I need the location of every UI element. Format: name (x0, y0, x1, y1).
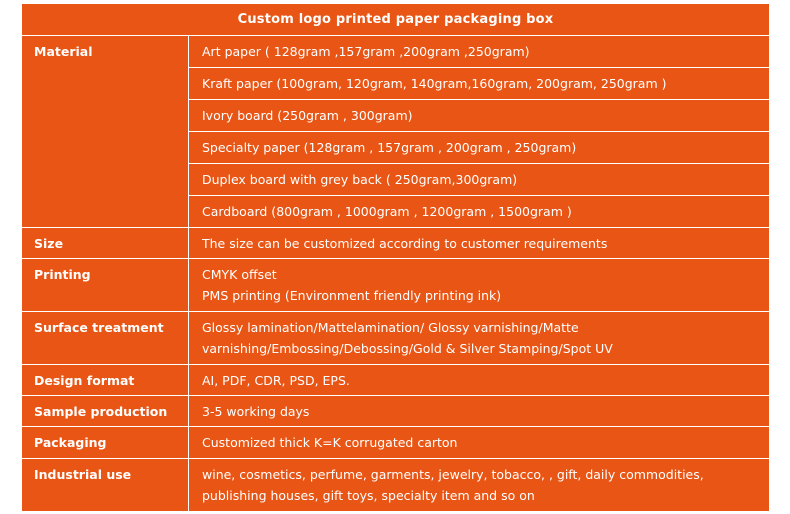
value-line: Customized thick K=K corrugated carton (202, 435, 458, 450)
material-value (189, 196, 770, 228)
table-row (22, 259, 770, 312)
design-format-value (189, 365, 770, 396)
row-label-surface-treatment: Surface treatment (22, 312, 189, 365)
surface-treatment-value (189, 312, 770, 365)
packaging-value (189, 427, 770, 459)
material-value (189, 100, 770, 132)
row-label-printing: Printing (22, 259, 189, 312)
value-line: Cardboard (800gram , 1000gram , 1200gram , 1500gram ) (202, 204, 572, 219)
row-label-design-format: Design format (22, 365, 189, 396)
material-value (189, 68, 770, 100)
row-label-industrial-use: Industrial use (22, 459, 189, 512)
table-row (22, 312, 770, 365)
row-label-packaging: Packaging (22, 427, 189, 459)
material-value (189, 36, 770, 68)
table-title: Custom logo printed paper packaging box (22, 4, 770, 36)
title-row (22, 4, 770, 36)
spec-table (21, 3, 770, 512)
value-line: publishing houses, gift toys, specialty item and so on (202, 488, 535, 503)
value-line: CMYK offset (202, 267, 277, 282)
industrial-use-value (189, 459, 770, 512)
table-row (22, 427, 770, 459)
table-row (22, 365, 770, 396)
value-line: PMS printing (Environment friendly printing ink) (202, 288, 502, 303)
value-line: Duplex board with grey back ( 250gram,300gram) (202, 172, 518, 187)
value-line: The size can be customized according to customer requirements (202, 236, 608, 251)
value-line: varnishing/Embossing/Debossing/Gold & Silver Stamping/Spot UV (202, 341, 613, 356)
value-line: Ivory board (250gram , 300gram) (202, 108, 413, 123)
value-line: 3-5 working days (202, 404, 310, 419)
material-value (189, 164, 770, 196)
table-row (22, 396, 770, 427)
value-line: Art paper ( 128gram ,157gram ,200gram ,250gram) (202, 44, 530, 59)
row-label-size: Size (22, 228, 189, 259)
row-label-sample-production: Sample production (22, 396, 189, 427)
table-row (22, 36, 770, 68)
value-line: Glossy lamination/Mattelamination/ Glossy varnishing/Matte (202, 320, 579, 335)
row-label-material: Material (22, 36, 189, 228)
material-value (189, 132, 770, 164)
value-line: Specialty paper (128gram , 157gram , 200gram , 250gram) (202, 140, 577, 155)
table-row (22, 228, 770, 259)
table-row (22, 459, 770, 512)
size-value (189, 228, 770, 259)
printing-value (189, 259, 770, 312)
value-line: Kraft paper (100gram, 120gram, 140gram,160gram, 200gram, 250gram ) (202, 76, 667, 91)
value-line: AI, PDF, CDR, PSD, EPS. (202, 373, 350, 388)
value-line: wine, cosmetics, perfume, garments, jewelry, tobacco, , gift, daily commodities, (202, 467, 704, 482)
sample-production-value (189, 396, 770, 427)
